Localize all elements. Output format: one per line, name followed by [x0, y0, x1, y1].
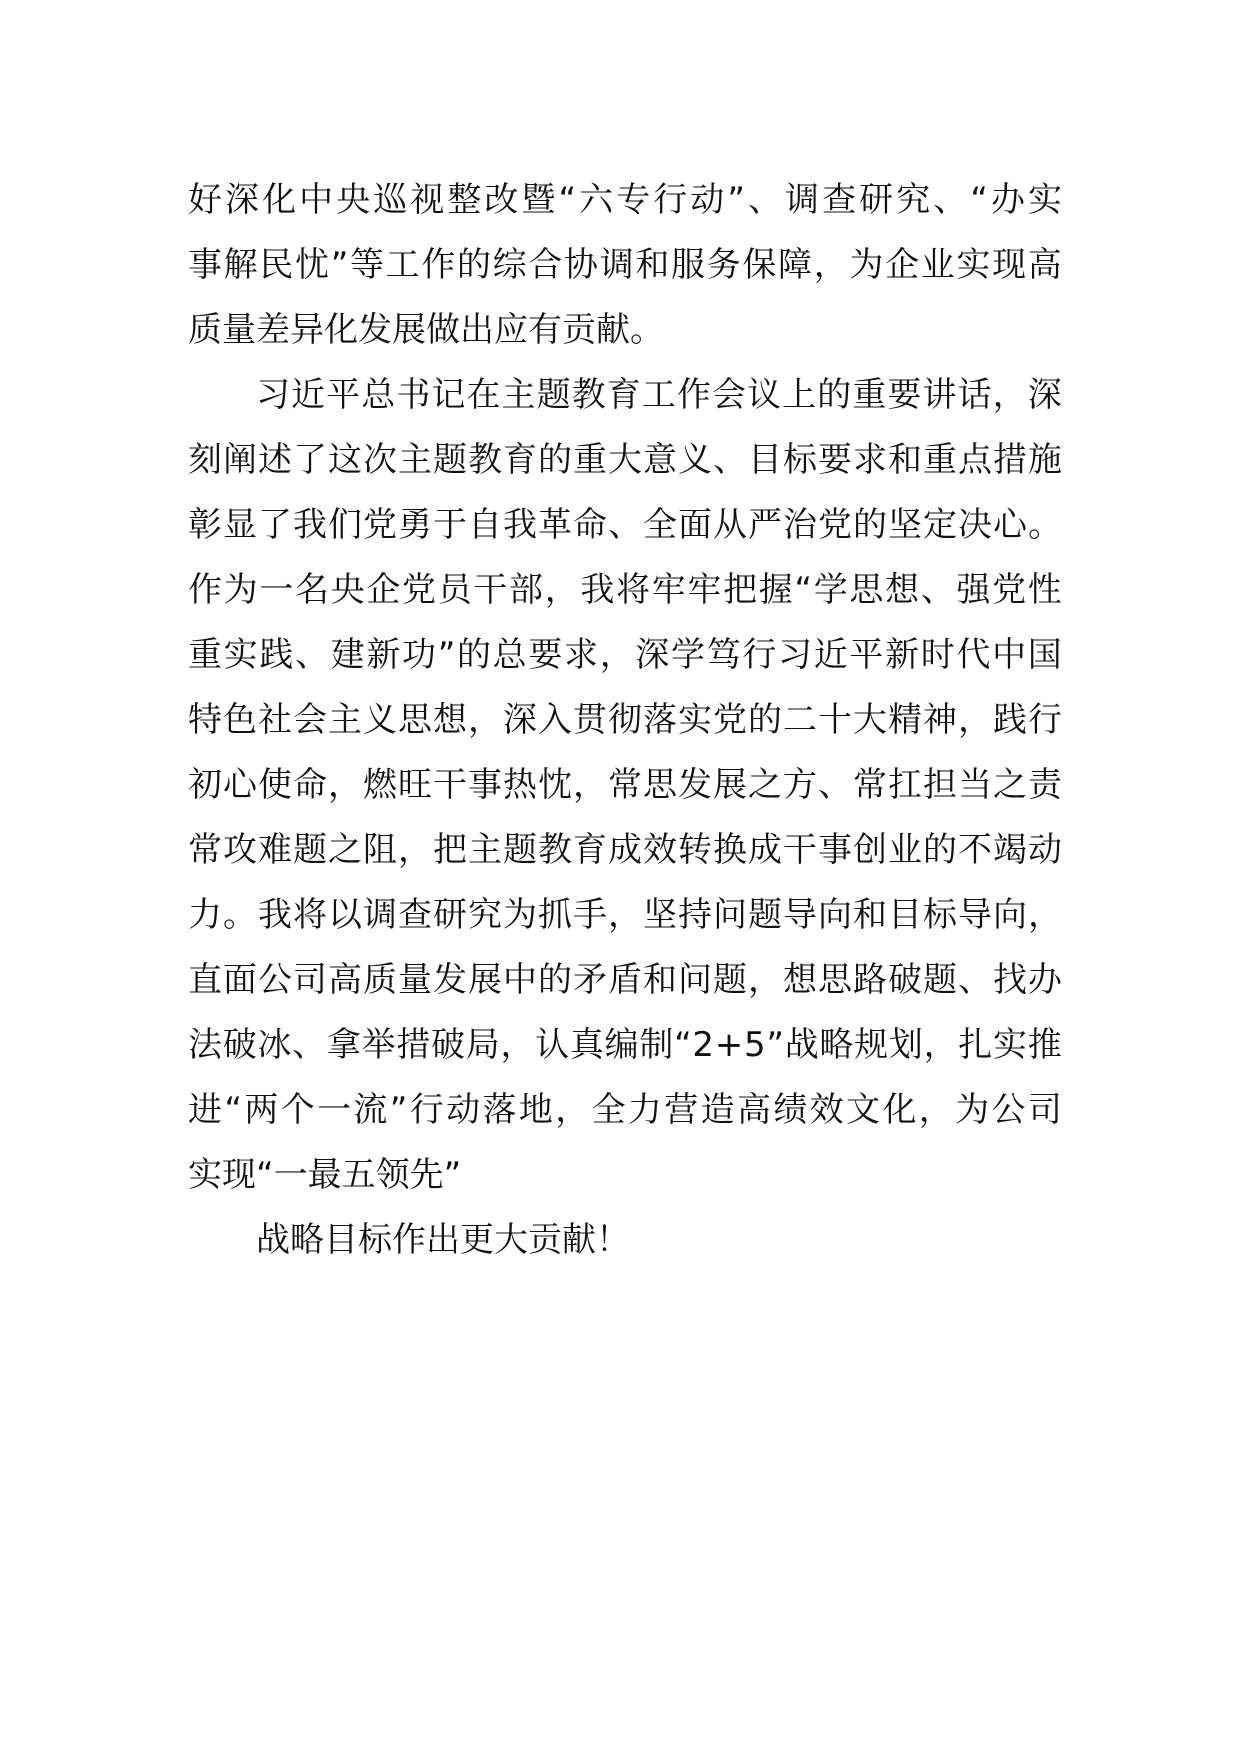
text-line: 法 破 冰 、 拿 举 措 破 局 ， 认 真 编 制 “ 2 + 5 ” 战 略 规 划 ， 扎 实 推	[188, 1025, 1062, 1065]
text-line: 常 攻 难 题 之 阻 ， 把 主 题 教 育 成 效 转 换 成 干 事 创 业 的 不 竭 动	[188, 830, 1062, 870]
text-line: 战略目标作出更大贡献！	[256, 1220, 630, 1260]
text-line: 进 “ 两 个 一 流 ” 行 动 落 地 ， 全 力 营 造 高 绩 效 文 化 ， 为 公 司	[188, 1090, 1062, 1130]
text-line: 直 面 公 司 高 质 量 发 展 中 的 矛 盾 和 问 题 ， 想 思 路 破 题 、 找 办	[188, 960, 1062, 1000]
text-line: 彰 显 了 我 们 党 勇 于 自 我 革 命 、 全 面 从 严 治 党 的 坚 定 决 心 。	[188, 505, 1062, 545]
text-line: 刻 阐 述 了 这 次 主 题 教 育 的 重 大 意 义 、 目 标 要 求 和 重 点 措 施	[188, 440, 1062, 480]
text-line: 特 色 社 会 主 义 思 想 ， 深 入 贯 彻 落 实 党 的 二 十 大 精 神 ， 践 行	[188, 700, 1062, 740]
text-line: 好 深 化 中 央 巡 视 整 改 暨 “ 六 专 行 动 ” 、 调 查 研 究 、 “ 办 实	[188, 180, 1062, 220]
body-text	[188, 168, 1062, 1273]
text-line: 事 解 民 忧 ” 等 工 作 的 综 合 协 调 和 服 务 保 障 ， 为 企 业 实 现 高	[188, 245, 1062, 285]
text-line: 质量差异化发展做出应有贡献。	[188, 310, 664, 350]
text-line: 实现“一最五领先”	[188, 1155, 462, 1195]
text-line: 初 心 使 命 ， 燃 旺 干 事 热 忱 ， 常 思 发 展 之 方 、 常 扛 担 当 之 责	[188, 765, 1062, 805]
text-line: 作 为 一 名 央 企 党 员 干 部 ， 我 将 牢 牢 把 握 “ 学 思 想 、 强 党 性	[188, 570, 1062, 610]
text-line: 力 。 我 将 以 调 查 研 究 为 抓 手 ， 坚 持 问 题 导 向 和 目 标 导 向 ，	[188, 895, 1062, 935]
text-line: 习 近 平 总 书 记 在 主 题 教 育 工 作 会 议 上 的 重 要 讲 话 ， 深	[256, 375, 1062, 415]
text-line: 重 实 践 、 建 新 功 ” 的 总 要 求 ， 深 学 笃 行 习 近 平 新 时 代 中 国	[188, 635, 1062, 675]
